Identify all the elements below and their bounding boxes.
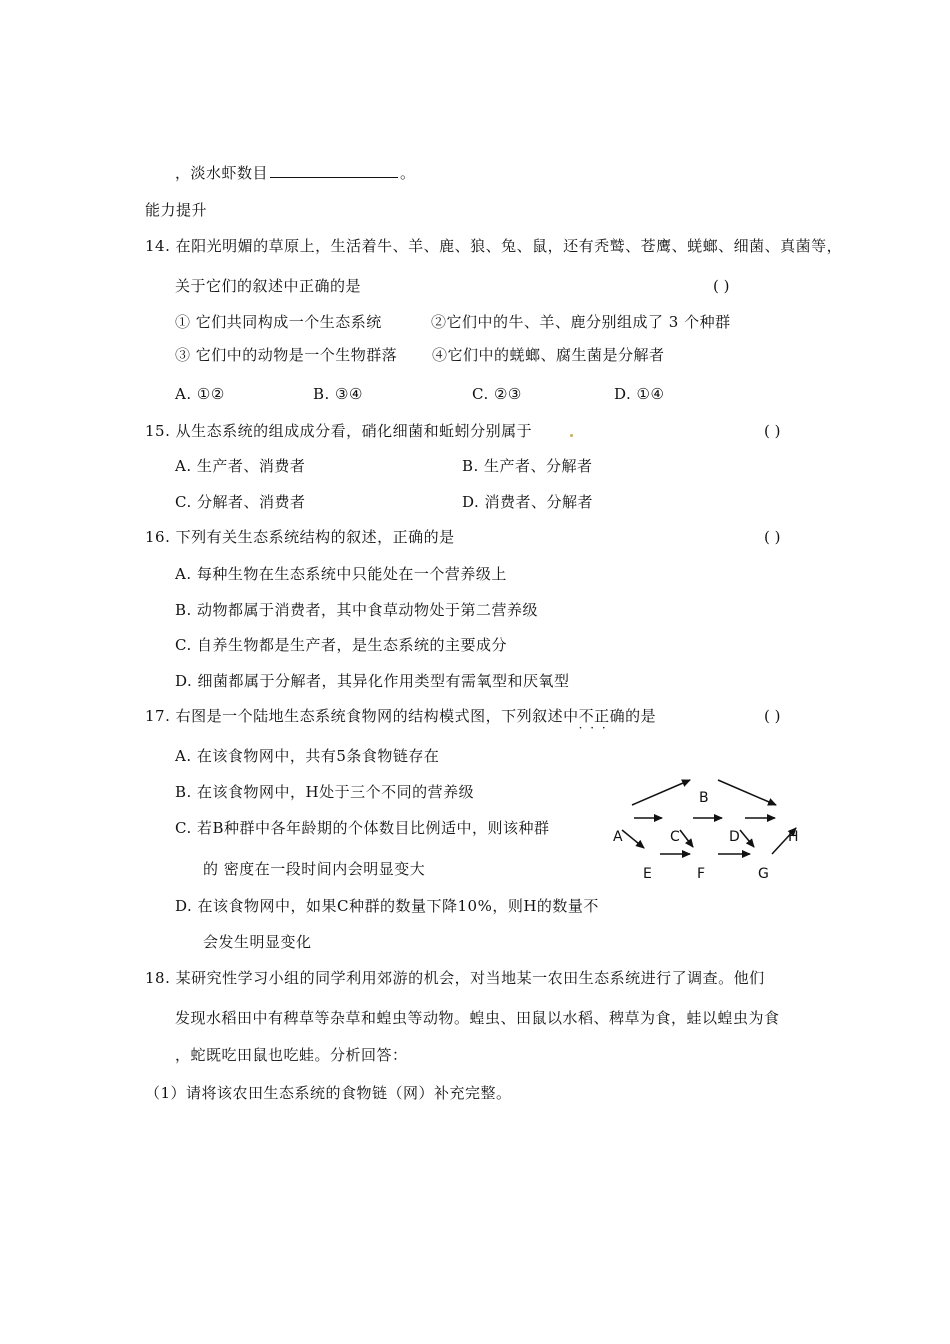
q14-option-b[interactable]: B. ③④ — [313, 385, 363, 403]
q18-stem: 18. 某研究性学习小组的同学利用郊游的机会，对当地某一农田生态系统进行了调查。他们 — [145, 969, 765, 987]
answer-blank[interactable] — [270, 163, 398, 178]
q18-stem-cont-1: 发现水稻田中有稗草等杂草和蝗虫等动物。蝗虫、田鼠以水稻、稗草为食，蛙以蝗虫为食 — [175, 1009, 780, 1027]
arrow-a-b — [632, 780, 690, 805]
q17-option-b[interactable]: B. 在该食物网中，H处于三个不同的营养级 — [175, 783, 475, 801]
q17-stem: 17. 右图是一个陆地生态系统食物网的结构模式图，下列叙述中不正确 · · ·的是 — [145, 706, 656, 726]
q17-option-c-cont: 的 密度在一段时间内会明显变大 — [203, 860, 426, 878]
q17-emphasis: 不正确 · · · — [579, 706, 626, 726]
q14-stem-cont: 关于它们的叙述中正确的是 — [175, 277, 362, 295]
q15-answer-paren[interactable]: ( ) — [764, 422, 781, 440]
q14-answer-paren[interactable]: ( ) — [713, 277, 730, 295]
q15-option-d[interactable]: D. 消费者、分解者 — [462, 493, 594, 511]
q17-answer-paren[interactable]: ( ) — [764, 707, 781, 725]
q18-subquestion-1: （1）请将该农田生态系统的食物链（网）补充完整。 — [145, 1084, 512, 1102]
q14-statement-1: ① 它们共同构成一个生态系统 — [175, 313, 382, 331]
node-f: F — [697, 866, 706, 882]
q15-stem: 15. 从生态系统的组成成分看，硝化细菌和蚯蚓分别属于 — [145, 422, 533, 440]
q15-option-a[interactable]: A. 生产者、消费者 — [175, 457, 306, 475]
node-e: E — [643, 866, 652, 882]
q16-stem: 16. 下列有关生态系统结构的叙述，正确的是 — [145, 528, 455, 546]
q15-option-b[interactable]: B. 生产者、分解者 — [462, 457, 593, 475]
q14-option-d[interactable]: D. ①④ — [614, 385, 665, 403]
q17-option-c[interactable]: C. 若B种群中各年龄期的个体数目比例适中，则该种群 — [175, 819, 550, 837]
node-b: B — [699, 790, 709, 806]
q16-option-a[interactable]: A. 每种生物在生态系统中只能处在一个营养级上 — [175, 565, 507, 583]
arrow-c-f — [680, 830, 693, 847]
scan-speck — [570, 434, 573, 437]
prev-answer-line: ，淡水虾数目 。 — [175, 164, 416, 182]
q14-option-a[interactable]: A. ①② — [175, 385, 225, 403]
node-a: A — [613, 829, 623, 845]
q16-option-b[interactable]: B. 动物都属于消费者，其中食草动物处于第二营养级 — [175, 601, 539, 619]
q14-stem: 14. 在阳光明媚的草原上，生活着牛、羊、鹿、狼、兔、鼠，还有秃鹫、苍鹰、蜣螂、细菌、真菌等， — [145, 237, 843, 255]
arrow-d-g — [740, 830, 754, 847]
q14-option-c[interactable]: C. ②③ — [472, 385, 522, 403]
q15-option-c[interactable]: C. 分解者、消费者 — [175, 493, 306, 511]
q14-statement-3: ③ 它们中的动物是一个生物群落 — [175, 346, 398, 364]
q17-option-d-cont: 会发生明显变化 — [203, 933, 312, 951]
node-d: D — [729, 829, 740, 845]
q14-statement-4: ④它们中的蜣螂、腐生菌是分解者 — [432, 346, 665, 364]
arrow-b-h — [718, 780, 776, 805]
section-title: 能力提升 — [145, 201, 208, 219]
arrow-a-e — [622, 830, 644, 848]
q17-option-d[interactable]: D. 在该食物网中，如果C种群的数量下降10%，则H的数量不 — [175, 897, 599, 915]
q16-answer-paren[interactable]: ( ) — [764, 528, 781, 546]
node-c: C — [670, 829, 680, 845]
node-h: H — [788, 829, 799, 845]
q16-option-c[interactable]: C. 自养生物都是生产者，是生态系统的主要成分 — [175, 636, 507, 654]
q17-option-a[interactable]: A. 在该食物网中，共有5条食物链存在 — [175, 747, 440, 765]
q18-stem-cont-2: ，蛇既吃田鼠也吃蛙。分析回答： — [175, 1046, 408, 1064]
food-web-diagram — [600, 768, 815, 883]
q14-statement-2: ②它们中的牛、羊、鹿分别组成了 3 个种群 — [431, 313, 731, 331]
node-g: G — [758, 866, 769, 882]
q16-option-d[interactable]: D. 细菌都属于分解者，其异化作用类型有需氧型和厌氧型 — [175, 672, 570, 690]
